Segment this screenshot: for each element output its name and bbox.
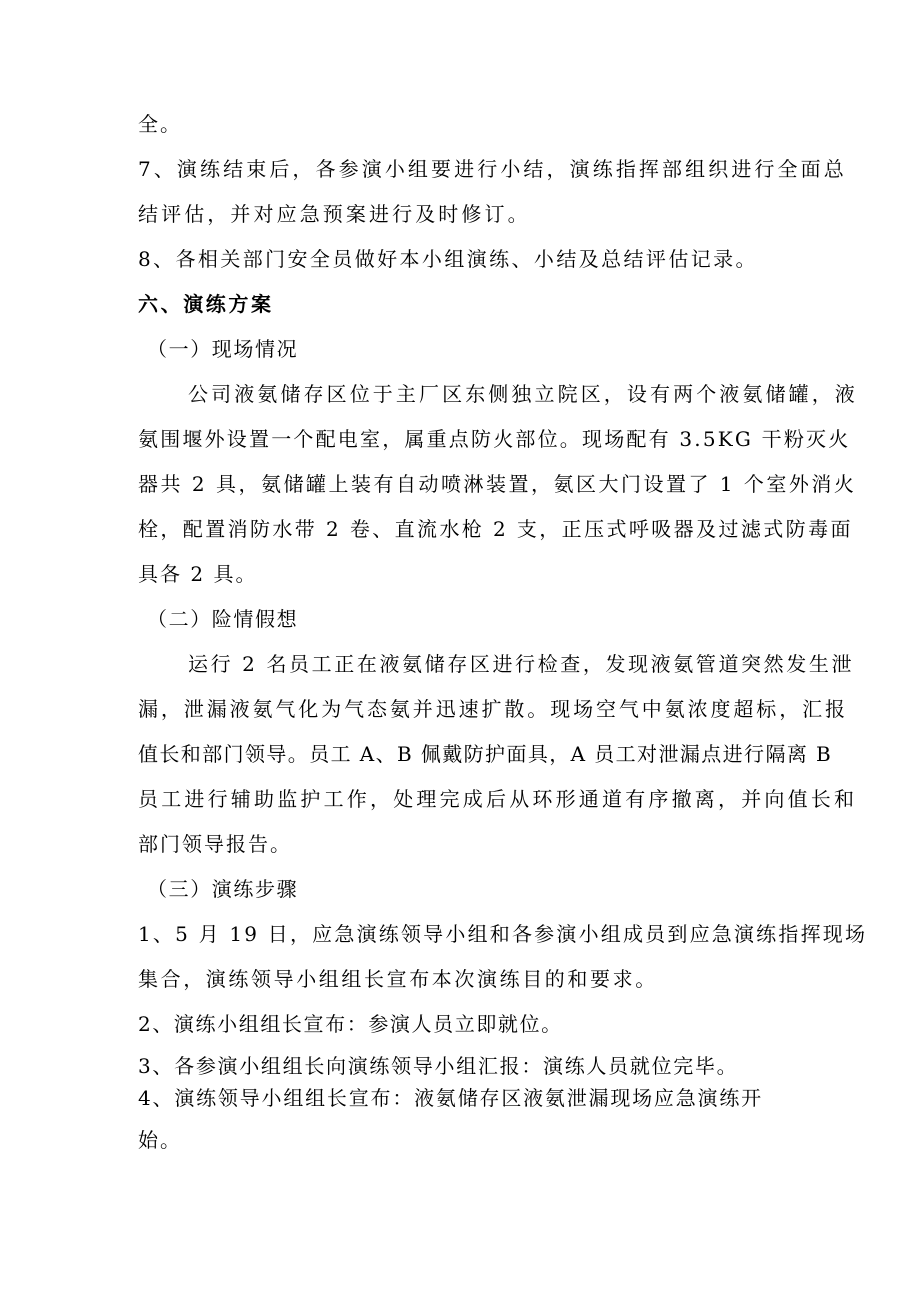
- paragraph-line: 具各 2 具。: [138, 562, 258, 586]
- list-item-4: 4、演练领导小组组长宣布：液氨储存区液氨泄漏现场应急演练开: [138, 1086, 763, 1110]
- list-item-2: 2、演练小组组长宣布：参演人员立即就位。: [138, 1012, 563, 1036]
- subsection-heading: （一）现场情况: [147, 337, 299, 361]
- subsection-heading: （三）演练步骤: [147, 877, 299, 901]
- paragraph-line: 氨围堰外设置一个配电室，属重点防火部位。现场配有 3.5KG 干粉灭火: [138, 427, 851, 451]
- paragraph-line: 公司液氨储存区位于主厂区东侧独立院区，设有两个液氨储罐，液: [188, 382, 858, 406]
- text-line: 全。: [138, 112, 182, 136]
- paragraph-line: 员工进行辅助监护工作，处理完成后从环形通道有序撤离，并向值长和: [138, 787, 858, 811]
- list-item-1: 1、5 月 19 日，应急演练领导小组和各参演小组成员到应急演练指挥现场: [138, 922, 868, 946]
- text-line: 始。: [138, 1128, 182, 1152]
- list-item-8: 8、各相关部门安全员做好本小组演练、小结及总结评估记录。: [138, 247, 758, 271]
- list-item-7: 7、演练结束后，各参演小组要进行小结，演练指挥部组织进行全面总: [138, 157, 847, 181]
- paragraph-line: 值长和部门领导。员工 A、B 佩戴防护面具，A 员工对泄漏点进行隔离 B: [138, 742, 833, 766]
- subsection-heading: （二）险情假想: [147, 607, 299, 631]
- paragraph-line: 器共 2 具，氨储罐上装有自动喷淋装置，氨区大门设置了 1 个室外消火: [138, 472, 857, 496]
- paragraph-line: 漏，泄漏液氨气化为气态氨并迅速扩散。现场空气中氨浓度超标，汇报: [138, 697, 848, 721]
- text-line: 集合，演练领导小组组长宣布本次演练目的和要求。: [138, 967, 658, 991]
- text-line: 结评估，并对应急预案进行及时修订。: [138, 202, 531, 226]
- paragraph-line: 栓，配置消防水带 2 卷、直流水枪 2 支，正压式呼吸器及过滤式防毒面: [138, 517, 853, 541]
- list-item-3: 3、各参演小组组长向演练领导小组汇报：演练人员就位完毕。: [138, 1054, 739, 1078]
- section-heading: 六、演练方案: [138, 292, 274, 316]
- paragraph-line: 运行 2 名员工正在液氨储存区进行检查，发现液氨管道突然发生泄: [188, 652, 855, 676]
- paragraph-line: 部门领导报告。: [138, 832, 292, 856]
